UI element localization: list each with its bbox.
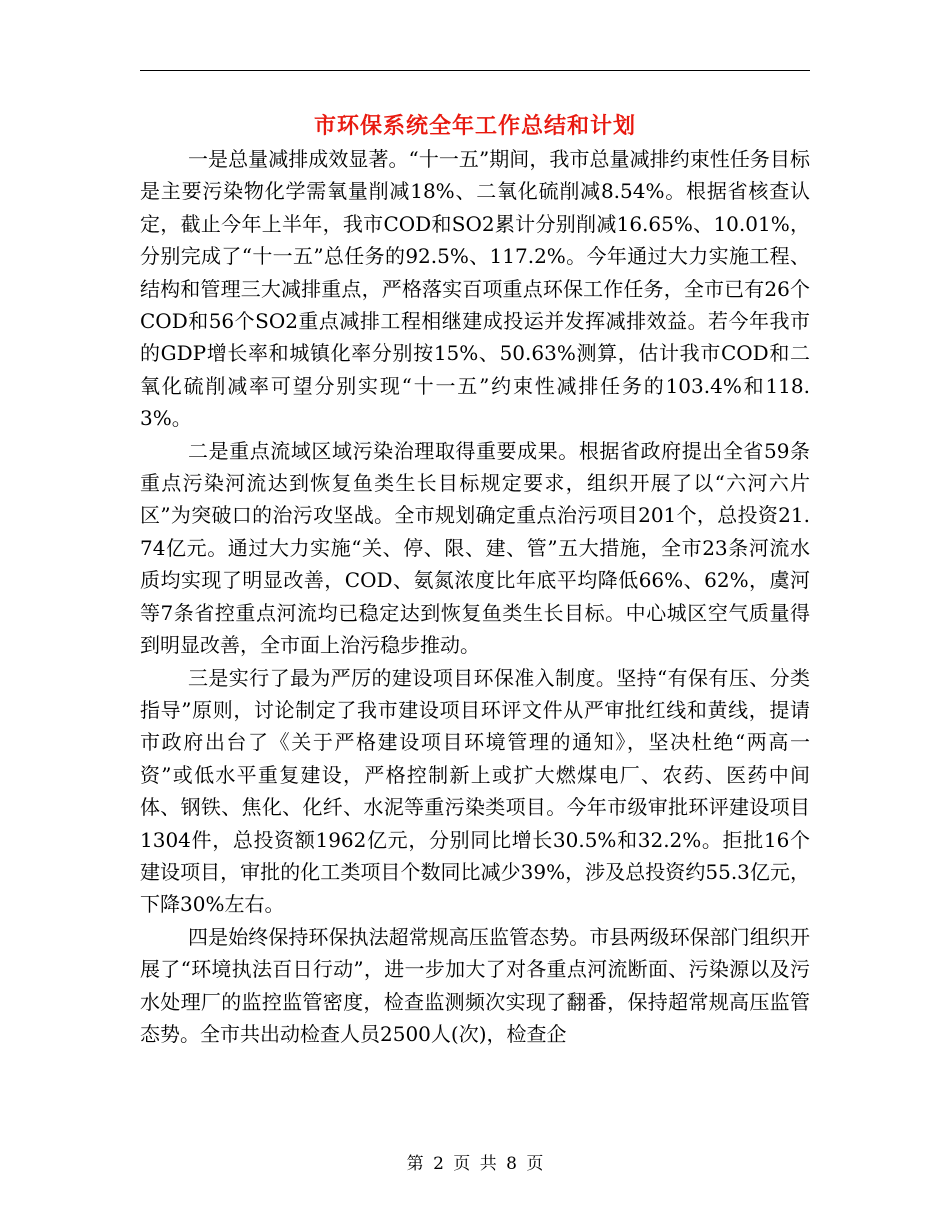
page-number-footer: 第 2 页 共 8 页 (406, 1154, 544, 1174)
paragraph-project-approval: 三是实行了最为严厉的建设项目环保准入制度。坚持“有保有压、分类指导”原则，讨论制定了我市建设项目环评文件从严审批红线和黄线，提请市政府出台了《关于严格建设项目环境管理的通知》，坚决杜绝“两高一资”或低水平重复建设，严格控制新上或扩大燃煤电厂、农药、医药中间体、钢铁、焦化、化纤、水泥等重污染类项目。今年市级审批环评建设项目1304件，总投资额1962亿元，分别同比增长30.5%和32.2%。拒批16个建设项目，审批的化工类项目个数同比减少39%，涉及总投资约55.3亿元，下降30%左右。 (140, 665, 810, 917)
paragraph-emission-reduction: 一是总量减排成效显著。“十一五”期间，我市总量减排约束性任务目标是主要污染物化学需氧量削减18%、二氧化硫削减8.54%。根据省核查认定，截止今年上半年，我市COD和SO2累计分别削减16.65%、10.01%，分别完成了“十一五”总任务的92.5%、117.2%。今年通过大力实施工程、结构和管理三大减排重点，严格落实百项重点环保工作任务，全市已有26个COD和56个SO2重点减排工程相继建成投运并发挥减排效益。若今年我市的GDP增长率和城镇化率分别按15%、50.63%测算，估计我市COD和二氧化硫削减率可望分别实现“十一五”约束性减排任务的103.4%和118.3%。 (140, 147, 810, 431)
header-rule (140, 70, 810, 71)
paragraph-law-enforcement: 四是始终保持环保执法超常规高压监管态势。市县两级环保部门组织开展了“环境执法百日行动”，进一步加大了对各重点河流断面、污染源以及污水处理厂的监控监管密度，检查监测频次实现了翻番，保持超常规高压监管态势。全市共出动检查人员2500人(次)，检查企 (140, 924, 810, 1046)
paragraph-river-pollution: 二是重点流域区域污染治理取得重要成果。根据省政府提出全省59条重点污染河流达到恢复鱼类生长目标规定要求，组织开展了以“六河六片区”为突破口的治污攻坚战。全市规划确定重点治污项目201个，总投资21.74亿元。通过大力实施“关、停、限、建、管”五大措施，全市23条河流水质均实现了明显改善，COD、氨氮浓度比年底平均降低66%、62%，虞河等7条省控重点河流均已稳定达到恢复鱼类生长目标。中心城区空气质量得到明显改善，全市面上治污稳步推动。 (140, 438, 810, 658)
document-title: 市环保系统全年工作总结和计划 (313, 113, 636, 139)
document-body (140, 143, 810, 1050)
